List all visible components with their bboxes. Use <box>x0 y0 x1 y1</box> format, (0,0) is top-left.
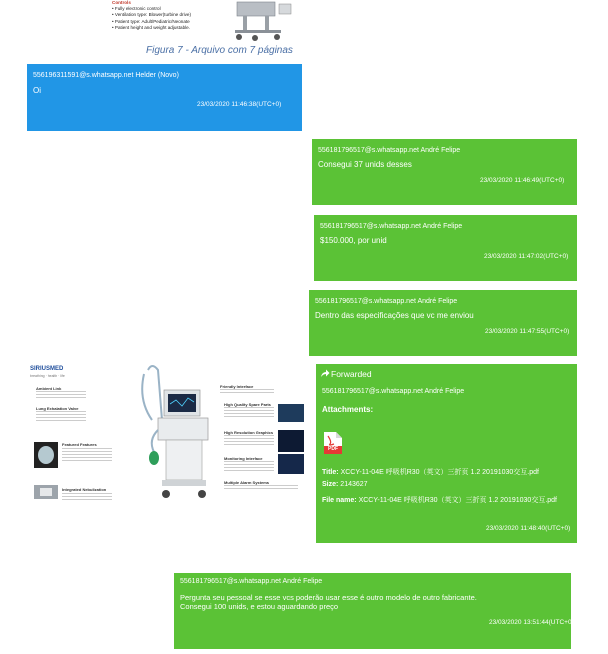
message-timestamp: 23/03/2020 13:51:44(UTC+0) <box>489 619 574 626</box>
mask-image <box>34 442 58 468</box>
chat-message-outgoing[interactable] <box>309 290 577 356</box>
message-sender: 556196311591@s.whatsapp.net Helder (Novo) <box>33 72 179 79</box>
feature-text <box>224 461 274 471</box>
message-text-line: Pergunta seu pessoal se esse vcs poderão usar esse é outro modelo de outro fabricante. <box>180 593 477 602</box>
feature-label: Featured Features <box>62 442 97 447</box>
spec-line: • Ventilation type: Blower(turbine drive) <box>112 12 191 18</box>
message-sender: 556181796517@s.whatsapp.net André Felipe <box>318 147 461 154</box>
message-sender: 556181796517@s.whatsapp.net André Felipe <box>322 388 465 395</box>
figure-caption: Figura 7 - Arquivo com 7 páginas <box>146 45 293 56</box>
chat-message-outgoing[interactable] <box>312 139 577 205</box>
feature-label: Monitoring Interface <box>224 456 263 461</box>
attachment-size <box>322 481 368 488</box>
chat-message-forwarded[interactable] <box>316 364 577 543</box>
feature-text <box>224 407 274 417</box>
message-timestamp: 23/03/2020 11:46:49(UTC+0) <box>480 177 565 184</box>
feature-text <box>62 493 112 501</box>
message-text: $150.000, por unid <box>320 236 387 245</box>
brochure-brand: SIRIUSMED <box>30 366 64 372</box>
message-sender: 556181796517@s.whatsapp.net André Felipe <box>320 223 463 230</box>
message-text: Dentro das especificações que vc me enviou <box>315 311 474 320</box>
filename-value: XCCY-11-04E 呼吸机R30（英文）三折页 1.2 20191030交互.pdf <box>358 497 557 504</box>
feature-label: High Quality Spare Parts <box>224 402 271 407</box>
forward-icon <box>320 369 330 378</box>
pdf-file-icon[interactable] <box>322 432 342 454</box>
screenshot-thumbnail <box>278 454 304 474</box>
message-timestamp: 23/03/2020 11:47:55(UTC+0) <box>485 328 570 335</box>
chat-message-incoming[interactable] <box>27 64 302 131</box>
attachments-label: Attachments: <box>322 405 374 414</box>
forwarded-label: Forwarded <box>331 369 372 379</box>
screenshot-thumbnail <box>278 430 304 452</box>
message-sender: 556181796517@s.whatsapp.net André Felipe <box>315 298 458 305</box>
message-timestamp: 23/03/2020 11:48:40(UTC+0) <box>486 525 571 532</box>
feature-text <box>62 448 112 462</box>
feature-label: Multiple Alarm Systems <box>224 480 269 485</box>
spec-line: • Patient type: Adult/Pediatric/Neonate <box>112 18 190 24</box>
title-label: Title: <box>322 469 339 476</box>
message-text: Consegui 37 unids desses <box>318 160 412 169</box>
message-timestamp: 23/03/2020 11:46:38(UTC+0) <box>197 101 282 108</box>
size-label: Size: <box>322 481 339 488</box>
product-brochure-image <box>30 360 310 510</box>
specs-heading: Controls <box>112 0 131 5</box>
feature-text <box>224 435 274 445</box>
filename-label: File name: <box>322 497 357 504</box>
chat-message-outgoing[interactable] <box>314 215 577 281</box>
feature-text <box>36 391 86 399</box>
message-timestamp: 23/03/2020 11:47:02(UTC+0) <box>484 253 569 260</box>
chat-message-outgoing[interactable] <box>174 573 574 649</box>
feature-text <box>36 411 86 421</box>
brochure-tagline: breathing · health · life <box>30 374 65 378</box>
nebulizer-image <box>34 485 58 499</box>
feature-text <box>224 485 298 491</box>
attachment-filename <box>322 495 557 505</box>
feature-label: Friendly Interface <box>220 384 254 389</box>
ventilator-image <box>118 360 222 510</box>
title-value: XCCY-11-04E 呼吸机R30（英文）三折页 1.2 20191030交互.pdf <box>340 469 539 476</box>
device-cart-image <box>225 0 305 42</box>
feature-label: Integrated Nebulization <box>62 487 107 492</box>
message-text: Oi <box>33 86 41 95</box>
spec-line: • Patient height and weight adjustable. <box>112 24 190 30</box>
size-value: 2143627 <box>340 481 368 488</box>
attachment-title <box>322 467 539 477</box>
feature-label: Lung Exhalation Valve <box>36 406 79 411</box>
figure-specs <box>112 0 220 40</box>
screenshot-thumbnail <box>278 404 304 422</box>
pdf-badge: PDF <box>328 446 338 452</box>
feature-label: Ambient Link <box>36 386 62 391</box>
feature-text <box>220 389 274 395</box>
feature-label: High Resolution Graphics <box>224 430 274 435</box>
message-text-line: Consegui 100 unids, e estou aguardando preço <box>180 602 339 611</box>
message-sender: 556181796517@s.whatsapp.net André Felipe <box>180 578 323 585</box>
spec-line: • Fully electronic control <box>112 6 161 12</box>
